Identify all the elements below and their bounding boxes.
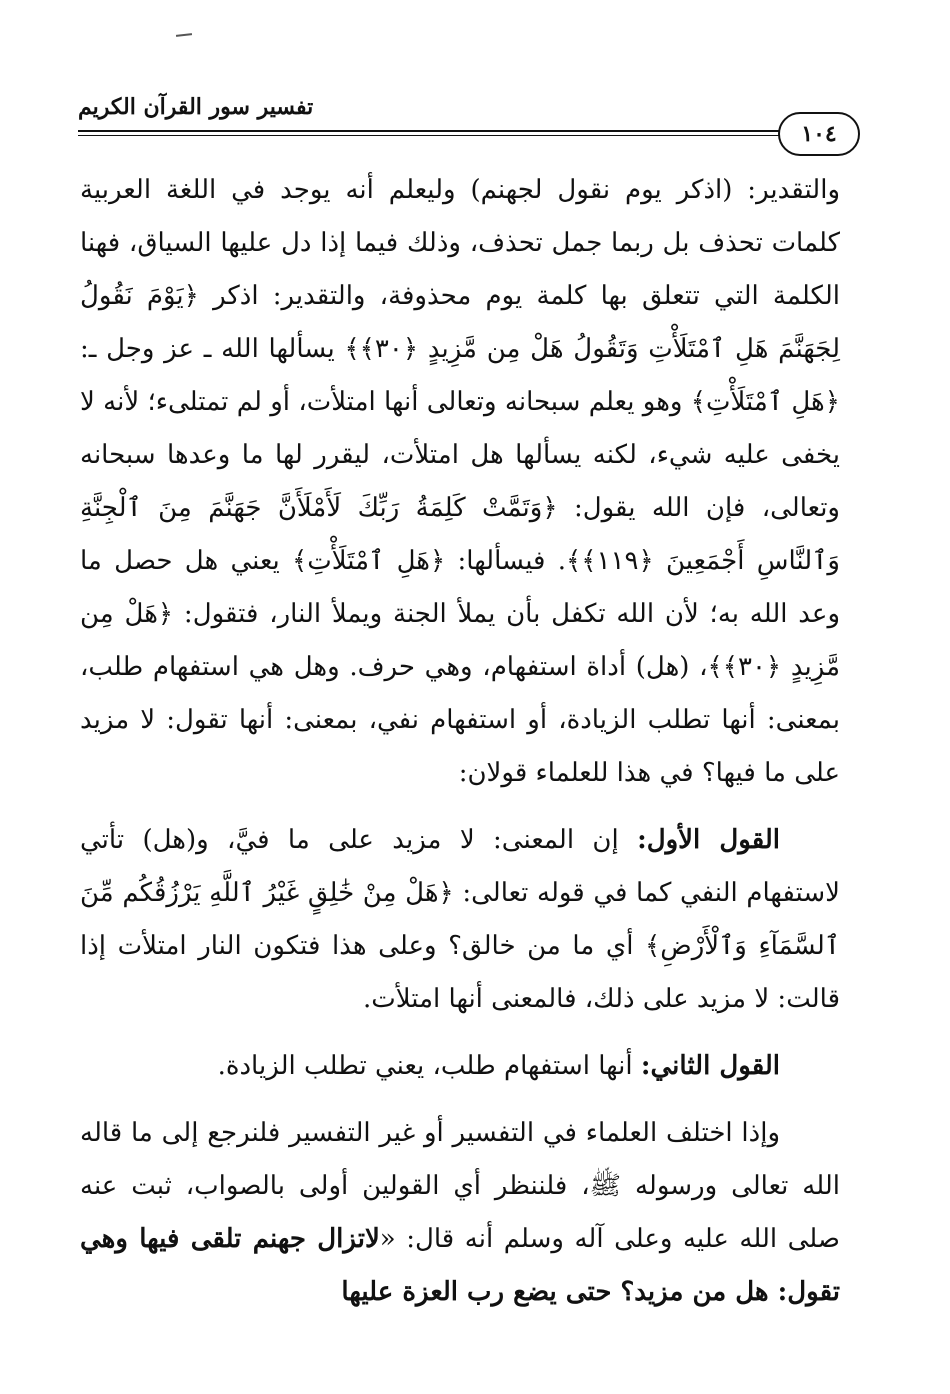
paragraph-2-lead: القول الأول: xyxy=(637,825,780,855)
header-rule xyxy=(78,130,798,132)
paragraph-3-lead: القول الثاني: xyxy=(640,1051,780,1081)
paragraph-3-text: أنها استفهام طلب، يعني تطلب الزيادة. xyxy=(217,1051,641,1081)
paragraph-3 xyxy=(80,1040,840,1093)
scan-speck xyxy=(176,33,192,37)
page-number: ١٠٤ xyxy=(801,121,837,147)
page-number-badge xyxy=(778,112,860,156)
hadith-quote: لاتزال جهنم تلقى فيها وهي تقول: هل من مزيد؟ حتى يضع رب العزة عليها xyxy=(80,1224,840,1307)
header-rule-thin xyxy=(78,135,798,136)
page-header xyxy=(78,88,860,158)
paragraph-1: والتقدير: (اذكر يوم نقول لجهنم) وليعلم أنه يوجد في اللغة العربية كلمات تحذف بل ربما جمل تحذف، وذلك فيما إذا دل عليها السياق، فهنا الكلمة التي تتعلق بها كلمة يوم محذوفة، والتقدير: اذكر ﴿يَوْمَ نَقُولُ لِجَهَنَّمَ هَلِ ٱمْتَلَأْتِ وَتَقُولُ هَلْ مِن مَّزِيدٍ ﴿٣٠﴾﴾ يسألها الله ـ عز وجل ـ: ﴿هَلِ ٱمْتَلَأْتِ﴾ وهو يعلم سبحانه وتعالى أنها امتلأت، أو لم تمتلىء؛ لأنه لا يخفى عليه شيء، لكنه يسألها هل امتلأت، ليقرر لها ما وعدها سبحانه وتعالى، فإن الله يقول: ﴿وَتَمَّتْ كَلِمَةُ رَبِّكَ لَأَمْلَأَنَّ جَهَنَّمَ مِنَ ٱلْجِنَّةِ وَٱلنَّاسِ أَجْمَعِينَ ﴿١١٩﴾﴾. فيسألها: ﴿هَلِ ٱمْتَلَأْتِ﴾ يعني هل حصل ما وعد الله به؛ لأن الله تكفل بأن يملأ الجنة ويملأ النار، فتقول: ﴿هَلْ مِن مَّزِيدٍ ﴿٣٠﴾﴾، (هل) أداة استفهام، وهي حرف. وهل هي استفهام طلب، بمعنى: أنها تطلب الزيادة، أو استفهام نفي، بمعنى: أنها تقول: لا مزيد على ما فيها؟ في هذا للعلماء قولان: xyxy=(80,175,841,788)
book-title: تفسير سور القرآن الكريم xyxy=(78,94,314,120)
paragraph-4 xyxy=(80,1107,840,1319)
page-body xyxy=(80,164,840,1319)
paragraph-2-text: إن المعنى: لا مزيد على ما فيَّ، و(هل) تأتي لاستفهام النفي كما في قوله تعالى: ﴿هَلْ مِنْ خَٰلِقٍ غَيْرُ ٱللَّهِ يَرْزُقُكُم مِّنَ ٱلسَّمَآءِ وَٱلْأَرْضِ﴾ أي ما من خالق؟ وعلى هذا فتكون النار امتلأت إذا قالت: لا مزيد على ذلك، فالمعنى أنها امتلأت. xyxy=(80,825,840,1014)
paragraph-2 xyxy=(80,814,840,1026)
paragraph-4-text: وإذا اختلف العلماء في التفسير أو غير التفسير فلنرجع إلى ما قاله الله تعالى ورسوله ﷺ، فلننظر أي القولين أولى بالصواب، ثبت عنه صلى الله عليه وعلى آله وسلم أنه قال: « xyxy=(80,1118,840,1254)
